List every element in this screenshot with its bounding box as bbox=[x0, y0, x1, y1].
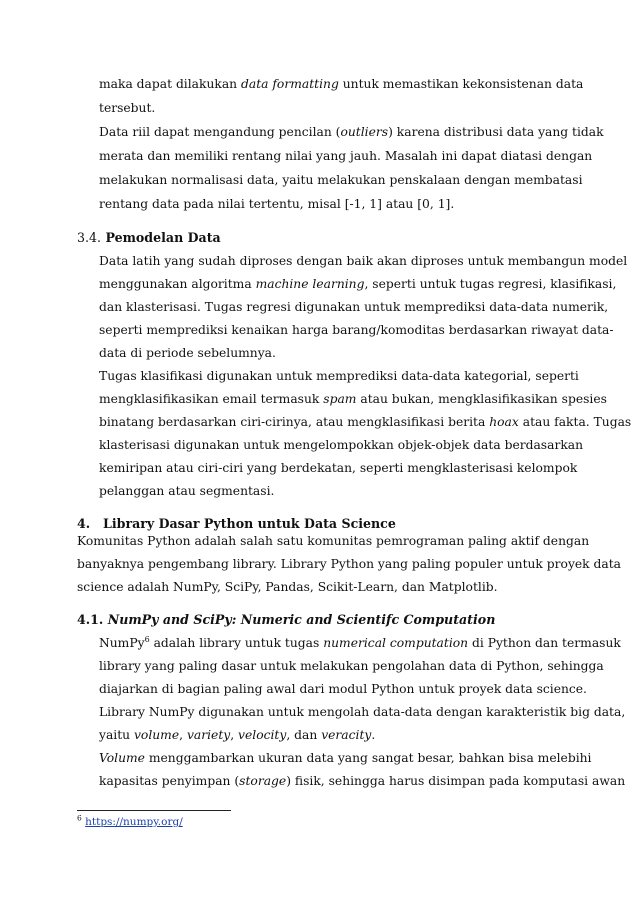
text-line: science adalah NumPy, SciPy, Pandas, Scikit-Learn, dan Matplotlib. bbox=[77, 580, 498, 594]
text-line: NumPy$^6$ adalah library untuk tugas numerical computation di Python dan termasuk bbox=[99, 634, 621, 650]
text-line: tersebut. bbox=[99, 101, 156, 115]
text-line: Komunitas Python adalah salah satu komunitas pemrograman paling aktif dengan bbox=[77, 534, 590, 548]
text-line: data di periode sebelumnya. bbox=[99, 346, 276, 360]
text-line: melakukan normalisasi data, yaitu melakukan penskalaan dengan membatasi bbox=[99, 173, 583, 187]
footnote-divider bbox=[77, 810, 231, 811]
text-line: diajarkan di bagian paling awal dari modul Python untuk proyek data science. bbox=[99, 682, 587, 696]
text-line: yaitu volume, variety, velocity, dan veracity. bbox=[99, 728, 376, 742]
text-line: Library NumPy digunakan untuk mengolah data-data dengan karakteristik big data, bbox=[99, 705, 626, 719]
text-line: klasterisasi digunakan untuk mengelompokkan objek-objek data berdasarkan bbox=[99, 438, 584, 452]
footnote-marker: 6 bbox=[77, 813, 82, 823]
text-line: maka dapat dilakukan data formatting untuk memastikan kekonsistenan data bbox=[99, 77, 584, 91]
text-line: Data latih yang sudah diproses dengan baik akan diproses untuk membangun model bbox=[99, 254, 628, 268]
text-line: library yang paling dasar untuk melakukan pengolahan data di Python, sehingga bbox=[99, 659, 604, 673]
text-line: Volume menggambarkan ukuran data yang sangat besar, bahkan bisa melebihi bbox=[99, 751, 592, 765]
footnote bbox=[77, 815, 183, 829]
text-line: Data riil dapat mengandung pencilan (outliers) karena distribusi data yang tidak bbox=[99, 125, 604, 139]
text-line: Tugas klasifikasi digunakan untuk memprediksi data-data kategorial, seperti bbox=[99, 369, 579, 383]
text-line: kemiripan atau ciri-ciri yang berdekatan, seperti mengklasterisasi kelompok bbox=[99, 461, 578, 475]
text-line: kapasitas penyimpan (storage) fisik, sehingga harus disimpan pada komputasi awan bbox=[99, 774, 626, 788]
text-line: mengklasifikasikan email termasuk spam atau bukan, mengklasifikasikan spesies bbox=[99, 392, 607, 406]
footnote-ref[interactable]: 6 bbox=[144, 634, 150, 644]
footnote-link[interactable]: https://numpy.org/ bbox=[85, 816, 183, 828]
text-line: seperti memprediksi kenaikan harga barang/komoditas berdasarkan riwayat data- bbox=[99, 323, 614, 337]
text-line: binatang berdasarkan ciri-cirinya, atau mengklasifikasi berita hoax atau fakta. Tugas bbox=[99, 415, 632, 429]
text-line: dan klasterisasi. Tugas regresi digunakan untuk memprediksi data-data numerik, bbox=[99, 300, 609, 314]
text-line: pelanggan atau segmentasi. bbox=[99, 484, 275, 498]
section-heading-4: 4. Library Dasar Python untuk Data Science bbox=[77, 516, 396, 531]
text-line: menggunakan algoritma machine learning, seperti untuk tugas regresi, klasifikasi, bbox=[99, 277, 617, 291]
section-heading-4-1: 4.1. NumPy and SciPy: Numeric and Scientifc Computation bbox=[77, 612, 496, 627]
text-line: merata dan memiliki rentang nilai yang jauh. Masalah ini dapat diatasi dengan bbox=[99, 149, 593, 163]
section-heading-3-4: 3.4. Pemodelan Data bbox=[77, 230, 221, 245]
text-line: banyaknya pengembang library. Library Python yang paling populer untuk proyek data bbox=[77, 557, 622, 571]
text-line: rentang data pada nilai tertentu, misal [-1, 1] atau [0, 1]. bbox=[99, 197, 455, 211]
